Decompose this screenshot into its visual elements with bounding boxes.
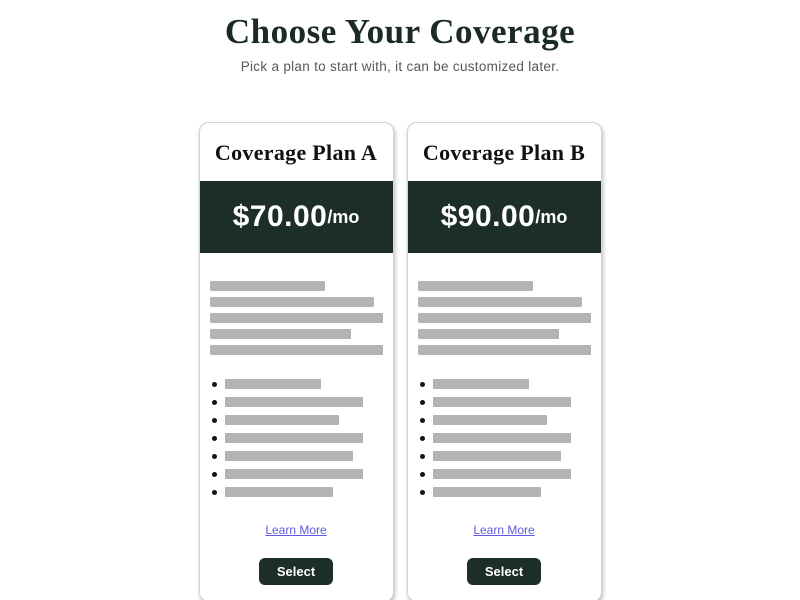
skeleton-bar: [433, 397, 571, 407]
feature-item: [210, 451, 383, 461]
skeleton-bar: [225, 469, 363, 479]
plan-b-features-skeleton: [418, 379, 591, 505]
plan-a-features-skeleton: [210, 379, 383, 505]
skeleton-bar: [418, 313, 591, 323]
bullet-icon: [420, 436, 425, 441]
skeleton-bar: [433, 379, 530, 389]
feature-item: [210, 487, 383, 497]
bullet-icon: [212, 418, 217, 423]
skeleton-bar: [210, 313, 383, 323]
feature-item: [418, 487, 591, 497]
page-subtitle: Pick a plan to start with, it can be customized later.: [240, 59, 560, 74]
skeleton-bar: [433, 451, 561, 461]
skeleton-bar: [225, 397, 363, 407]
skeleton-bar: [210, 345, 383, 355]
feature-item: [210, 379, 383, 389]
feature-item: [418, 379, 591, 389]
plan-a-select-button[interactable]: Select: [259, 558, 333, 585]
skeleton-bar: [210, 329, 352, 339]
skeleton-bar: [225, 487, 334, 497]
plan-b-body: [408, 253, 601, 600]
plan-b-learn-more-link[interactable]: Learn More: [473, 523, 535, 537]
skeleton-bar: [433, 487, 542, 497]
feature-item: [418, 469, 591, 479]
bullet-icon: [212, 490, 217, 495]
skeleton-bar: [210, 281, 326, 291]
feature-item: [418, 451, 591, 461]
bullet-icon: [212, 454, 217, 459]
plan-a-price-period: /mo: [327, 206, 360, 227]
plan-a-learn-more-link[interactable]: Learn More: [265, 523, 327, 537]
skeleton-bar: [433, 415, 547, 425]
skeleton-bar: [418, 345, 591, 355]
page-title: Choose Your Coverage: [224, 12, 576, 51]
plan-a-body: [200, 253, 393, 600]
feature-item: [210, 415, 383, 425]
plan-a-title: Coverage Plan A: [214, 140, 378, 165]
plan-a-description-skeleton: [210, 281, 383, 361]
plan-b-price-banner: [408, 181, 601, 253]
skeleton-bar: [225, 433, 363, 443]
plans-container: [0, 122, 800, 600]
feature-item: [418, 397, 591, 407]
skeleton-bar: [433, 469, 571, 479]
skeleton-bar: [210, 297, 374, 307]
bullet-icon: [212, 436, 217, 441]
bullet-icon: [212, 400, 217, 405]
plan-card-b: [407, 122, 602, 600]
feature-item: [210, 469, 383, 479]
feature-item: [418, 433, 591, 443]
plan-b-description-skeleton: [418, 281, 591, 361]
skeleton-bar: [433, 433, 571, 443]
bullet-icon: [420, 382, 425, 387]
skeleton-bar: [225, 415, 339, 425]
skeleton-bar: [418, 297, 582, 307]
bullet-icon: [420, 472, 425, 477]
feature-item: [210, 433, 383, 443]
feature-item: [418, 415, 591, 425]
plan-b-title: Coverage Plan B: [422, 140, 586, 165]
bullet-icon: [212, 382, 217, 387]
skeleton-bar: [418, 329, 560, 339]
bullet-icon: [420, 454, 425, 459]
bullet-icon: [212, 472, 217, 477]
plan-b-price: $90.00: [440, 200, 536, 233]
skeleton-bar: [418, 281, 534, 291]
skeleton-bar: [225, 379, 322, 389]
skeleton-bar: [225, 451, 353, 461]
bullet-icon: [420, 490, 425, 495]
plan-a-price-banner: [200, 181, 393, 253]
bullet-icon: [420, 400, 425, 405]
plan-b-select-button[interactable]: Select: [467, 558, 541, 585]
feature-item: [210, 397, 383, 407]
plan-b-price-period: /mo: [535, 206, 568, 227]
plan-a-price: $70.00: [232, 200, 328, 233]
bullet-icon: [420, 418, 425, 423]
plan-card-a: [199, 122, 394, 600]
